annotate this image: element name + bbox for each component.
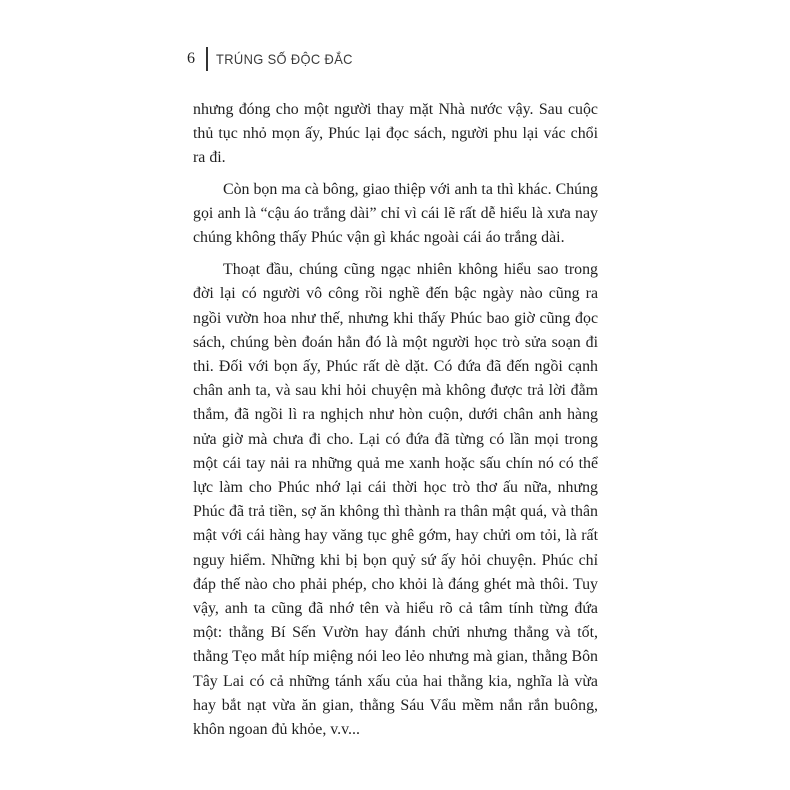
- paragraph-1: nhưng đóng cho một người thay mặt Nhà nước vậy. Sau cuộc thủ tục nhỏ mọn ấy, Phúc lại đọc sách, người phu lại vác chổi ra đi.: [193, 101, 598, 167]
- paragraph-3: Thoạt đầu, chúng cũng ngạc nhiên không hiểu sao trong đời lại có người vô công rồi nghề đến bậc ngày nào cũng ra ngồi vườn hoa như thế, nhưng khi thấy Phúc bao giờ cũng đọc sách, chúng bèn đoán hẳn đó là một người học trò sửa soạn đi thi. Đối với bọn ấy, Phúc rất dè dặt. Có đứa đã đến ngồi cạnh chân anh ta, và sau khi hỏi chuyện mà không được trả lời đằm thắm, đã ngồi lì ra nghịch như hòn cuộn, dưới chân anh hàng nửa giờ mà chưa đi cho. Lại có đứa đã từng có lần mọi trong một cái tay nải ra những quả me xanh hoặc sấu chín nó có thể lực làm cho Phúc nhớ lại cái thời học trò thơ ấu nữa, nhưng Phúc đã trả tiền, sợ ăn không thì thành ra thân mật quá, và thân mật với cái hàng hay văng tục ghê gớm, hay chửi om tỏi, là rất nguy hiểm. Những khi bị bọn quỷ sứ ấy hỏi chuyện. Phúc chỉ đáp thế nào cho phải phép, cho khỏi là đáng ghét mà thôi. Tuy vậy, anh ta cũng đã nhớ tên và hiểu rõ cả tâm tính từng đứa một: thằng Bí Sến Vườn hay đánh chửi nhưng thẳng và tốt, thằng Tẹo mắt híp miệng nói leo lẻo nhưng mà gian, thằng Bôn Tây Lai có cả những tánh xấu của hai thằng kia, nghĩa là vừa hay bắt nạt vừa ăn gian, thằng Sáu Vẩu mềm nắn rắn buông, khôn ngoan đủ khỏe, v.v...: [193, 261, 598, 739]
- body-text: [193, 98, 598, 742]
- header-divider: [206, 47, 208, 71]
- running-title: TRÚNG SỐ ĐỘC ĐẮC: [215, 51, 353, 67]
- page-header: [187, 45, 364, 73]
- paragraph-2: Còn bọn ma cà bông, giao thiệp với anh ta thì khác. Chúng gọi anh là “cậu áo trắng dài” chỉ vì cái lẽ rất dễ hiểu là xưa nay chúng không thấy Phúc vận gì khác ngoài cái áo trắng dài.: [193, 180, 598, 247]
- page-number: 6: [187, 50, 196, 67]
